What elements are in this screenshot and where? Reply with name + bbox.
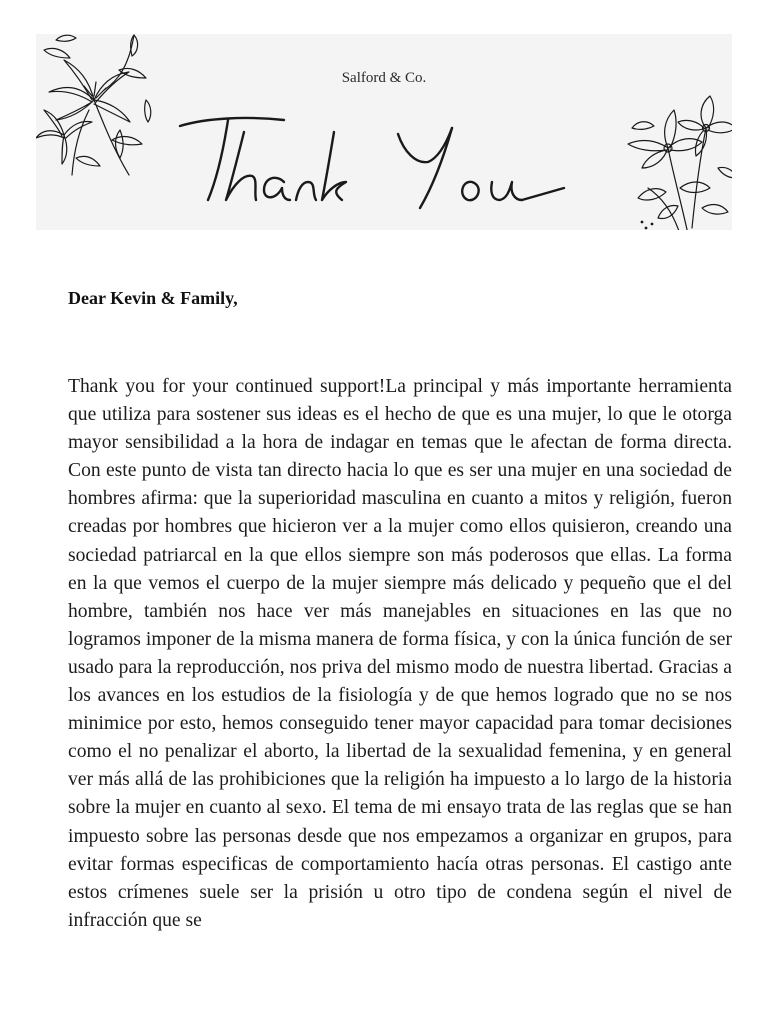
letter-greeting: Dear Kevin & Family, [68,288,238,308]
header-banner [36,34,732,230]
lily-flowers-illustration [36,34,154,180]
poppy-flowers-illustration [618,88,732,230]
company-name: Salford & Co. [341,70,427,86]
thank-you-script-title [166,96,586,216]
letter-body: Thank you for your continued support!La principal y más importante herramienta que utiliza para sostener sus ideas es el hecho de que es una mujer, lo que le otorga mayor sensibilidad a la hora de indagar en temas que le afectan de forma directa. Con este punto de vista tan directo hacia lo que es ser una mujer en una sociedad de hombres afirma: que la superioridad masculina en cuanto a mitos y religión, fueron creadas por hombres que hicieron ver a la mujer como ellos quisieron, creando una sociedad patriarcal en la que ellos siempre son más poderosos que ellas. La forma en la que vemos el cuerpo de la mujer siempre más delicado y pequeño que el del hombre, también nos hace ver más manejables en situaciones en las que no logramos imponer de la misma manera de forma física, y con la única función de ser usado para la reproducción, nos priva del mismo modo de nuestra libertad. Gracias a los avances en los estudios de la fisiología y de que hemos logrado que no se nos minimice por esto, hemos conseguido tener mayor capacidad para tomar decisiones como el no penalizar el aborto, la libertad de la sexualidad femenina, y en general ver más allá de las prohibiciones que la religión ha impuesto a lo largo de la historia sobre la mujer en cuanto al sexo. El tema de mi ensayo trata de las reglas que se han impuesto sobre las personas desde que nos empezamos a organizar en grupos, para evitar formas especificas de comportamiento hacía otras personas. El castigo ante estos crímenes suele ser la prisión u otro tipo de condena según el nivel de infracción que se [68,376,732,931]
